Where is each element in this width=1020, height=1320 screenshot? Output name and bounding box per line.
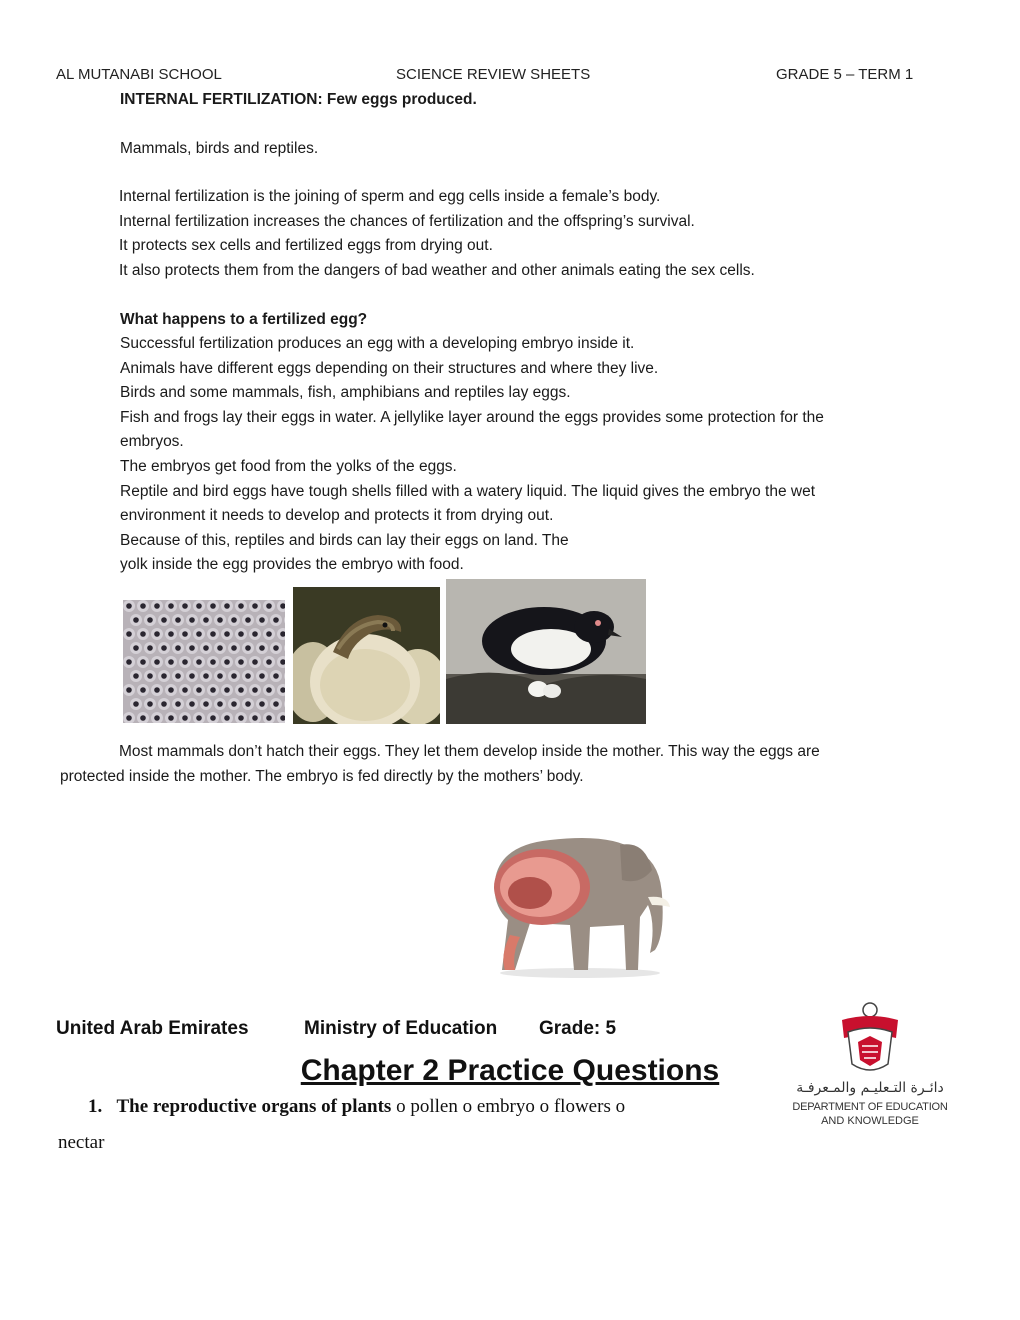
- internal-line: Internal fertilization is the joining of sperm and egg cells inside a female’s body.: [119, 188, 661, 205]
- header-subject: SCIENCE REVIEW SHEETS: [396, 66, 591, 83]
- question-prompt: The reproductive organs of plants: [116, 1096, 392, 1117]
- question-1: [88, 1096, 625, 1118]
- logo-arabic-text: دائـرة التـعليـم والمـعرفـة: [796, 1080, 944, 1096]
- egg-line: The embryos get food from the yolks of the eggs.: [120, 457, 457, 475]
- egg-line: Because of this, reptiles and birds can lay their eggs on land. The: [120, 531, 569, 549]
- egg-section-heading: What happens to a fertilized egg?: [120, 311, 368, 328]
- egg-line: yolk inside the egg provides the embryo with food.: [120, 556, 464, 574]
- falcon-emblem-icon: [792, 998, 948, 1078]
- elephant-embryo-image: [470, 825, 675, 980]
- egg-line: Successful fertilization produces an egg with a developing embryo inside it.: [120, 335, 635, 352]
- question-options: o pollen o embryo o flowers o: [391, 1096, 626, 1117]
- egg-section-lines: [120, 332, 824, 578]
- logo-english-line-2: AND KNOWLEDGE: [821, 1115, 919, 1127]
- internal-lines: [119, 185, 755, 283]
- internal-fertilization-heading: [120, 88, 477, 113]
- egg-line: Animals have different eggs depending on their structures and where they live.: [120, 359, 659, 377]
- footer-ministry: Ministry of Education: [304, 1018, 498, 1039]
- header-school: AL MUTANABI SCHOOL: [56, 66, 222, 83]
- department-logo: [792, 998, 948, 1134]
- egg-line: environment it needs to develop and protects it from drying out.: [120, 507, 554, 525]
- heading-rest: : Few eggs produced.: [317, 91, 477, 108]
- penguin-nest-image: [446, 579, 646, 724]
- frog-eggs-image: [123, 600, 285, 723]
- internal-line: Internal fertilization increases the chances of fertilization and the offspring’s survival.: [119, 212, 695, 230]
- egg-line: embryos.: [120, 433, 184, 451]
- animals-line: Mammals, birds and reptiles.: [120, 140, 319, 157]
- internal-line: It protects sex cells and fertilized eggs from drying out.: [119, 237, 493, 255]
- footer-grade: Grade: 5: [539, 1018, 617, 1039]
- logo-english-line-1: DEPARTMENT OF EDUCATION: [792, 1101, 948, 1113]
- footer-country: United Arab Emirates: [56, 1018, 249, 1039]
- egg-line: Fish and frogs lay their eggs in water. A jellylike layer around the eggs provides some protection for the: [120, 408, 824, 426]
- egg-line: Reptile and bird eggs have tough shells filled with a watery liquid. The liquid gives the embryo the wet: [120, 482, 816, 500]
- heading-term: INTERNAL FERTILIZATION: [120, 91, 318, 108]
- question-number: 1.: [88, 1096, 103, 1117]
- mammals-line-1: Most mammals don’t hatch their eggs. They let them develop inside the mother. This way the eggs are: [119, 743, 820, 760]
- header-grade-term: GRADE 5 – TERM 1: [776, 66, 914, 83]
- internal-line: It also protects them from the dangers of bad weather and other animals eating the sex cells.: [119, 261, 755, 279]
- chapter-title: Chapter 2 Practice Questions: [300, 1054, 720, 1087]
- snake-hatching-image: [293, 587, 440, 724]
- egg-line: Birds and some mammals, fish, amphibians and reptiles lay eggs.: [120, 384, 571, 402]
- mammals-line-2: protected inside the mother. The embryo is fed directly by the mothers’ body.: [60, 768, 584, 785]
- question-1-last-option: nectar: [58, 1132, 105, 1153]
